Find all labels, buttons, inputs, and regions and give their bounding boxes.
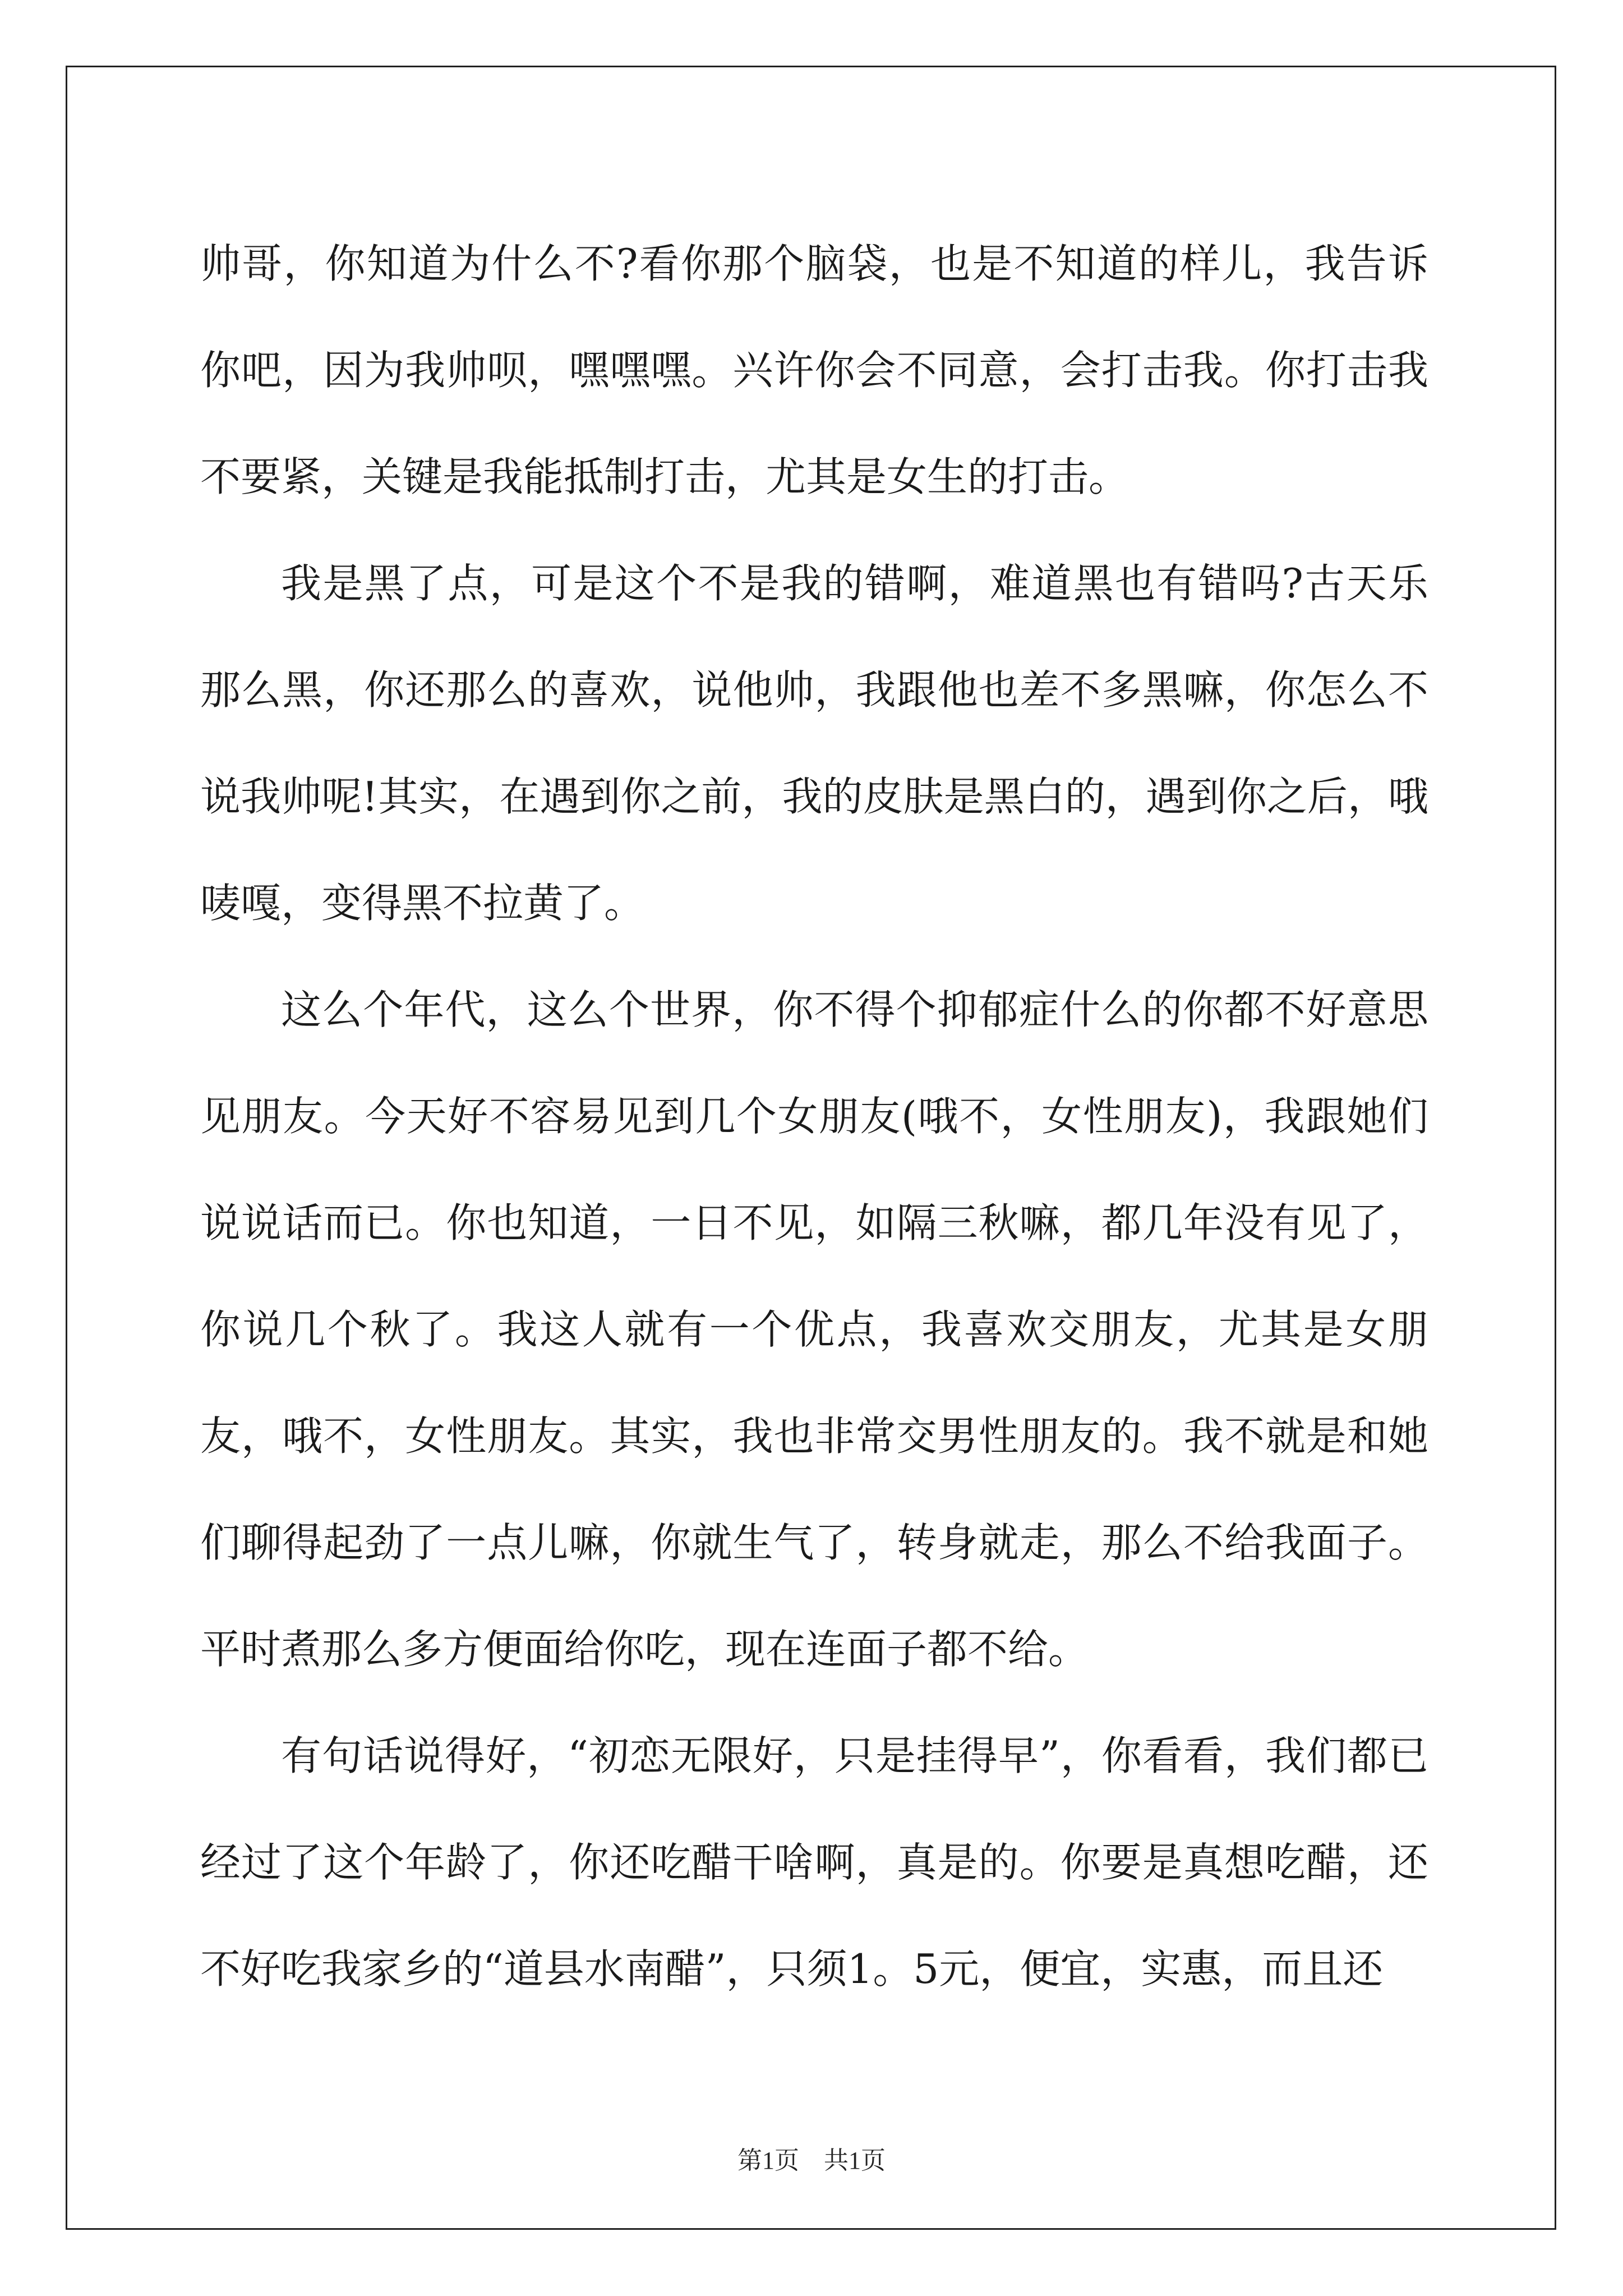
paragraph-2: 我是黑了点，可是这个不是我的错啊，难道黑也有错吗?古天乐那么黑，你还那么的喜欢，说他帅，我跟他也差不多黑嘛，你怎么不说我帅呢!其实，在遇到你之前，我的皮肤是黑白的，遇到你之后，哦唛嘎，变得黑不拉黄了。 <box>200 560 1428 927</box>
paragraph-1: 帅哥，你知道为什么不?看你那个脑袋，也是不知道的样儿，我告诉你吧，因为我帅呗，嘿嘿嘿。兴许你会不同意，会打击我。你打击我不要紧，关键是我能抵制打击，尤其是女生的打击。 <box>200 240 1428 500</box>
document-body <box>200 210 1428 2022</box>
paragraph-3: 这么个年代，这么个世界，你不得个抑郁症什么的你都不好意思见朋友。今天好不容易见到几个女朋友(哦不，女性朋友)，我跟她们说说话而已。你也知道，一日不见，如隔三秋嘛，都几年没有见了，你说几个秋了。我这人就有一个优点，我喜欢交朋友，尤其是女朋友，哦不，女性朋友。其实，我也非常交男性朋友的。我不就是和她们聊得起劲了一点儿嘛，你就生气了，转身就走，那么不给我面子。平时煮那么多方便面给你吃，现在连面子都不给。 <box>200 986 1428 1673</box>
paragraph-4: 有句话说得好，“初恋无限好，只是挂得早”，你看看，我们都已经过了这个年龄了，你还吃醋干啥啊，真是的。你要是真想吃醋，还不好吃我家乡的“道县水南醋”，只须1。5元，便宜，实惠，而且还 <box>200 1732 1428 1993</box>
page-number-footer: 第1页 共1页 <box>737 2147 886 2174</box>
